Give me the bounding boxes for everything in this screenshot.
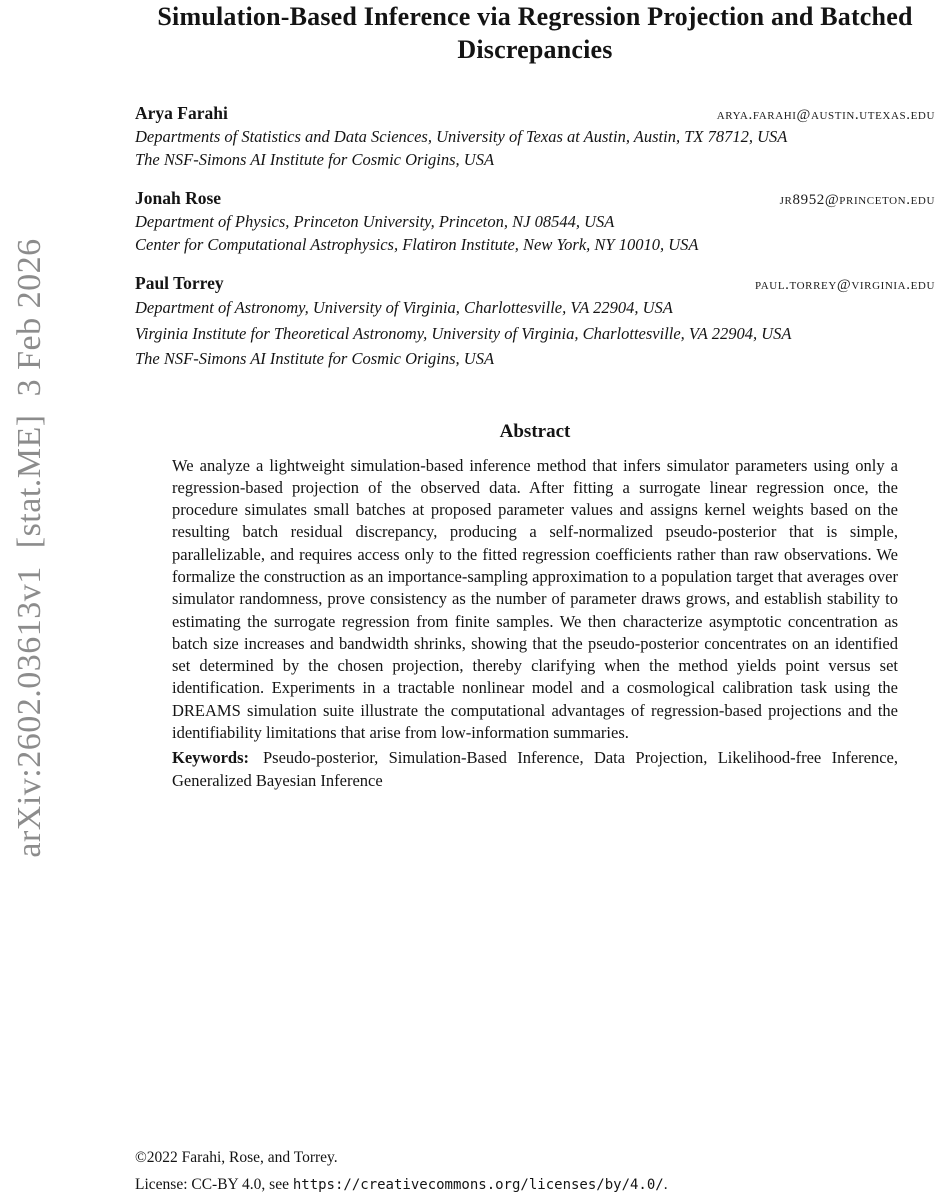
author-affiliation: The NSF-Simons AI Institute for Cosmic Origins, USA bbox=[135, 349, 495, 368]
author-block bbox=[135, 102, 935, 171]
author-affiliation: Departments of Statistics and Data Sciences, University of Texas at Austin, Austin, TX 78712, USA bbox=[135, 127, 788, 146]
paper-first-page bbox=[135, 0, 935, 792]
author-list bbox=[135, 102, 935, 372]
license-text: License: CC-BY 4.0, see bbox=[135, 1176, 293, 1193]
author-affiliation: Department of Physics, Princeton University, Princeton, NJ 08544, USA bbox=[135, 212, 615, 231]
copyright-line: ©2022 Farahi, Rose, and Torrey. bbox=[135, 1149, 338, 1166]
keywords-label: Keywords: bbox=[172, 748, 249, 768]
author-affiliation: Virginia Institute for Theoretical Astronomy, University of Virginia, Charlottesville, VA 22904, USA bbox=[135, 323, 792, 343]
author-email: paul.torrey@virginia.edu bbox=[755, 277, 935, 293]
author-affiliation: Center for Computational Astrophysics, Flatiron Institute, New York, NY 10010, USA bbox=[135, 235, 699, 254]
author-email: jr8952@princeton.edu bbox=[779, 192, 935, 208]
author-name-row bbox=[135, 187, 935, 210]
page-footer bbox=[135, 1149, 668, 1194]
arxiv-watermark: arXiv:2602.03613v1 [stat.ME] 3 Feb 2026 bbox=[11, 238, 48, 858]
license-url-link[interactable]: https://creativecommons.org/licenses/by/4.0/ bbox=[292, 1177, 664, 1193]
abstract-heading: Abstract bbox=[499, 420, 571, 442]
license-period: . bbox=[663, 1176, 668, 1193]
abstract-section bbox=[135, 421, 935, 792]
paper-title: Simulation-Based Inference via Regression Projection and Batched Discrepancies bbox=[157, 2, 913, 64]
author-name: Paul Torrey bbox=[135, 273, 224, 293]
author-affiliation: The NSF-Simons AI Institute for Cosmic Origins, USA bbox=[135, 150, 495, 169]
author-block bbox=[135, 272, 935, 372]
author-name-row bbox=[135, 102, 935, 125]
author-affiliation: Department of Astronomy, University of Virginia, Charlottesville, VA 22904, USA bbox=[135, 298, 673, 317]
author-name: Arya Farahi bbox=[135, 103, 228, 123]
author-name: Jonah Rose bbox=[135, 188, 222, 208]
keywords-line bbox=[172, 747, 898, 792]
abstract-text: We analyze a lightweight simulation-based inference method that infers simulator parameters using only a regression-based projection of the observed data. After fitting a surrogate linear regression once, the procedure simulates small batches at proposed parameter values and assigns kernel weights based on the resulting batch residual discrepancy, producing a self-normalized pseudo-posterior that is simple, parallelizable, and requires access only to the fitted regression coefficients rather than raw observations. We formalize the construction as an importance-sampling approximation to a population target that averages over simulator randomness, prove consistency as the number of parameter draws grows, and establish stability to estimating the surrogate regression from finite samples. We then characterize asymptotic concentration as batch size increases and bandwidth shrinks, showing that the pseudo-posterior concentrates on an identified set determined by the chosen projection, thereby clarifying when the method yields point versus set identification. Experiments in a tractable nonlinear model and a cosmological calibration task using the DREAMS simulation suite illustrate the computational advantages of regression-based projections and the identifiability limitations that arise from low-information summaries. bbox=[172, 455, 898, 743]
author-email: arya.farahi@austin.utexas.edu bbox=[716, 107, 935, 123]
author-name-row bbox=[135, 272, 935, 295]
keywords-text: Pseudo-posterior, Simulation-Based Inference, Data Projection, Likelihood-free Inference, Generalized Bayesian Inference bbox=[172, 748, 898, 790]
license-line bbox=[135, 1176, 668, 1194]
author-block bbox=[135, 187, 935, 256]
